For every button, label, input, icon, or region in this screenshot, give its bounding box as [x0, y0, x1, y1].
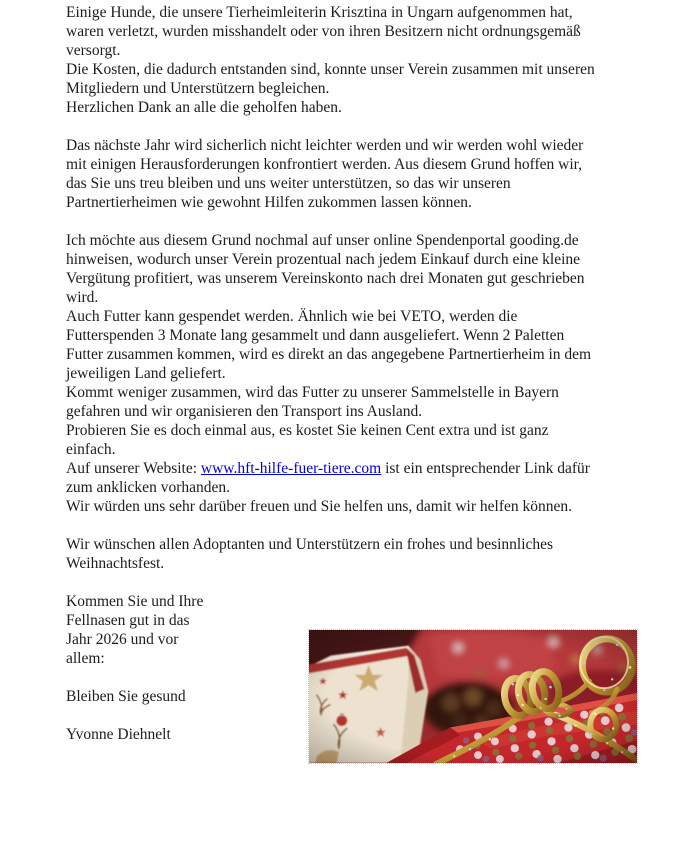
- text-line: [66, 22, 646, 41]
- text-segment: Futterspenden 3 Monate lang gesammelt und dann ausgeliefert. Wenn 2 Paletten: [66, 327, 565, 344]
- aid-costs-paragraph: [66, 3, 646, 117]
- text-segment: Yvonne Diehnelt: [66, 726, 171, 743]
- text-line: [66, 3, 646, 22]
- text-line: [66, 554, 646, 573]
- text-segment: Auf unserer Website:: [66, 460, 201, 477]
- text-line: [66, 174, 646, 193]
- text-segment: Partnertierheimen wie gewohnt Hilfen zukommen lassen können.: [66, 194, 472, 211]
- website-link[interactable]: www.hft-hilfe-fuer-tiere.com: [200, 460, 382, 477]
- text-segment: waren verletzt, wurden misshandelt oder von ihren Besitzern nicht ordnungsgemäß: [66, 23, 581, 40]
- text-segment: Probieren Sie es doch einmal aus, es kostet Sie keinen Cent extra und ist ganz: [66, 422, 549, 439]
- text-line: [66, 326, 646, 345]
- text-segment: Kommen Sie und Ihre: [66, 593, 204, 610]
- text-segment: Einige Hunde, die unsere Tierheimleiterin Krisztina in Ungarn aufgenommen hat,: [66, 4, 573, 21]
- text-line: [66, 364, 646, 383]
- text-line: [66, 136, 646, 155]
- donation-portal-paragraph: [66, 231, 646, 516]
- text-segment: Ich möchte aus diesem Grund nochmal auf unser online Spendenportal gooding.de: [66, 232, 579, 249]
- text-line: [66, 497, 646, 516]
- text-line: [66, 269, 646, 288]
- text-line: [66, 250, 646, 269]
- text-segment: gefahren und wir organisieren den Transport ins Ausland.: [66, 403, 423, 420]
- text-line: [66, 193, 646, 212]
- text-line: [66, 155, 646, 174]
- text-line: [66, 440, 646, 459]
- text-segment: Die Kosten, die dadurch entstanden sind, konnte unser Verein zusammen mit unseren: [66, 61, 595, 78]
- text-segment: einfach.: [66, 441, 116, 458]
- text-segment: Fellnasen gut in das: [66, 612, 190, 629]
- text-segment: zum anklicken vorhanden.: [66, 479, 230, 496]
- text-segment: mit einigen Herausforderungen konfrontiert werden. Aus diesem Grund hoffen wir,: [66, 156, 583, 173]
- text-segment: Auch Futter kann gespendet werden. Ähnlich wie bei VETO, werden die: [66, 308, 518, 325]
- text-line: [66, 478, 646, 497]
- text-segment: Das nächste Jahr wird sicherlich nicht leichter werden und wir werden wohl wieder: [66, 137, 584, 154]
- text-line: [66, 79, 646, 98]
- christmas-greeting-paragraph: [66, 535, 646, 573]
- text-segment: das Sie uns treu bleiben und uns weiter unterstützen, so das wir unseren: [66, 175, 511, 192]
- text-segment: Wir wünschen allen Adoptanten und Unterstützern ein frohes und besinnliches: [66, 536, 554, 553]
- text-segment: Kommt weniger zusammen, wird das Futter zu unserer Sammelstelle in Bayern: [66, 384, 559, 401]
- text-line: [66, 98, 646, 117]
- text-line: [66, 41, 646, 60]
- text-segment: Wir würden uns sehr darüber freuen und Sie helfen uns, damit wir helfen können.: [66, 498, 572, 515]
- text-segment: versorgt.: [66, 42, 121, 59]
- text-segment: Mitgliedern und Unterstützern begleichen.: [66, 80, 330, 97]
- text-line: [66, 402, 646, 421]
- text-line: [66, 459, 646, 478]
- text-segment: Futter zusammen kommen, wird es direkt an das angegebene Partnertierheim in dem: [66, 346, 592, 363]
- text-line: [66, 307, 646, 326]
- text-line: [66, 345, 646, 364]
- text-segment: hinweisen, wodurch unser Verein prozentual nach jedem Einkauf durch eine kleine: [66, 251, 581, 268]
- text-segment: Bleiben Sie gesund: [66, 688, 186, 705]
- text-segment: jeweiligen Land geliefert.: [66, 365, 226, 382]
- text-segment: Weihnachtsfest.: [66, 555, 165, 572]
- text-line: [66, 60, 646, 79]
- text-segment: Vergütung profitiert, was unserem Vereinskonto nach drei Monaten gut geschrieben: [66, 270, 585, 287]
- text-segment: wird.: [66, 289, 99, 306]
- text-line: [66, 383, 646, 402]
- next-year-outlook-paragraph: [66, 136, 646, 212]
- text-line: [66, 592, 646, 611]
- text-line: [66, 535, 646, 554]
- christmas-presents-illustration: [309, 630, 637, 763]
- text-line: [66, 611, 646, 630]
- text-line: [66, 288, 646, 307]
- text-segment: Herzlichen Dank an alle die geholfen haben.: [66, 99, 342, 116]
- text-segment: Jahr 2026 und vor: [66, 631, 179, 648]
- text-segment: ist ein entsprechender Link dafür: [381, 460, 590, 477]
- text-segment: allem:: [66, 650, 105, 667]
- christmas-presents-photo: [308, 629, 638, 764]
- text-line: [66, 421, 646, 440]
- text-line: [66, 231, 646, 250]
